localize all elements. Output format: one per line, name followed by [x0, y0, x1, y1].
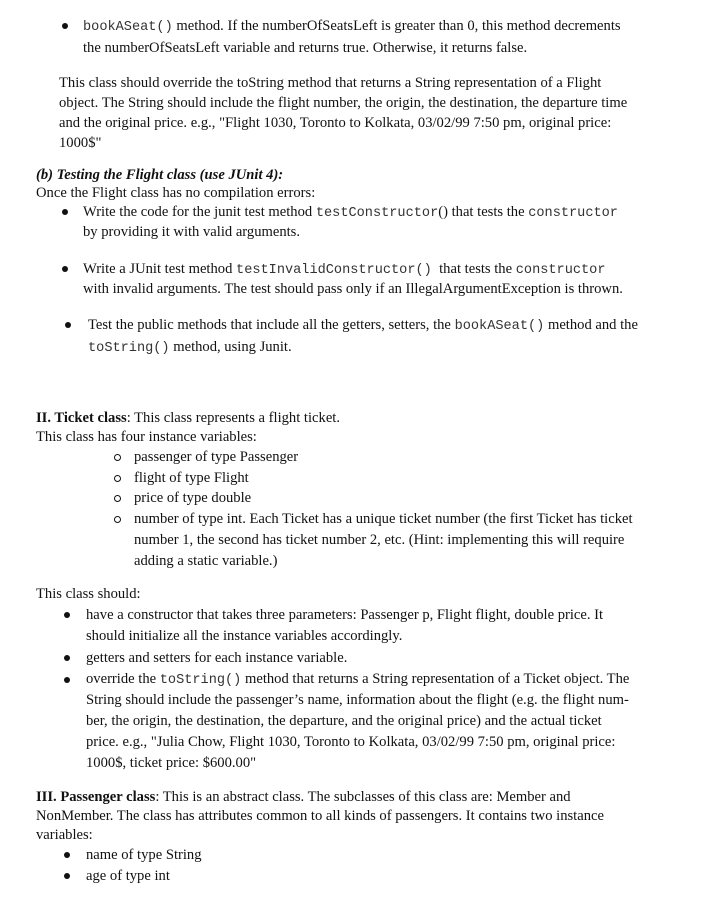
- bullet-icon: [62, 23, 68, 29]
- bullet-icon: [64, 677, 70, 683]
- code-tostring: toString(): [88, 341, 170, 356]
- testing-bullet-1-line-1: Write the code for the junit test method testConstructor() that tests the constructor: [83, 204, 618, 221]
- bookaseat-line-2: the numberOfSeatsLeft variable and returns true. Otherwise, it returns false.: [83, 40, 528, 56]
- bullet-icon: [65, 322, 71, 328]
- ticket-var-flight: flight of type Flight: [134, 470, 249, 486]
- bullet-icon: [64, 852, 70, 858]
- testing-bullet-3-line-2: toString() method, using Junit.: [88, 339, 292, 356]
- passenger-var-age: age of type int: [86, 868, 170, 884]
- ticket-should-1-line-2: should initialize all the instance variables accordingly.: [86, 628, 403, 644]
- ticket-should-1-line-1: have a constructor that takes three parameters: Passenger p, Flight flight, double price. It: [86, 607, 604, 623]
- ticket-heading: II. Ticket class: This class represents a flight ticket.: [36, 410, 340, 426]
- flight-tostring-line-1: This class should override the toString method that returns a String representation of a Flight: [59, 75, 602, 91]
- passenger-heading-line-3: variables:: [36, 827, 93, 843]
- code-testconstructor: testConstructor: [315, 206, 439, 221]
- ticket-should-3-line-2: String should include the passenger’s name, information about the flight (e.g. the flight num-: [86, 692, 629, 708]
- code-constructor: constructor: [515, 263, 606, 278]
- code-bookaseat: bookASeat(): [83, 20, 173, 35]
- circle-bullet-icon: [114, 495, 121, 502]
- code-testinvalidconstructor: testInvalidConstructor(): [236, 263, 432, 278]
- ticket-var-number-line-2: number 1, the second has ticket number 2, etc. (Hint: implementing this will require: [134, 532, 625, 548]
- passenger-heading-line-2: NonMember. The class has attributes common to all kinds of passengers. It contains two instance: [36, 808, 604, 824]
- ticket-should-intro: This class should:: [36, 586, 141, 602]
- testing-bullet-2-line-2: with invalid arguments. The test should pass only if an IllegalArgumentException is thrown.: [83, 281, 623, 297]
- flight-tostring-line-3: and the original price. e.g., "Flight 1030, Toronto to Kolkata, 03/02/99 7:50 pm, original price:: [59, 115, 612, 131]
- ticket-var-number-line-1: number of type int. Each Ticket has a unique ticket number (the first Ticket has ticket: [134, 511, 633, 527]
- ticket-var-passenger: passenger of type Passenger: [134, 449, 299, 465]
- bookaseat-line-1: bookASeat() method. If the numberOfSeatsLeft is greater than 0, this method decrements: [83, 18, 621, 35]
- flight-tostring-line-4: 1000$": [59, 135, 102, 151]
- flight-tostring-line-2: object. The String should include the flight number, the origin, the destination, the departure time: [59, 95, 628, 111]
- testing-bullet-2-line-1: Write a JUnit test method testInvalidConstructor() that tests the constructor: [83, 261, 606, 278]
- testing-bullet-1-line-2: by providing it with valid arguments.: [83, 224, 300, 240]
- circle-bullet-icon: [114, 475, 121, 482]
- testing-intro: Once the Flight class has no compilation errors:: [36, 185, 316, 201]
- ticket-var-number-line-3: adding a static variable.): [134, 553, 278, 569]
- bullet-icon: [62, 209, 68, 215]
- ticket-should-3-line-5: 1000$, ticket price: $600.00": [86, 755, 257, 771]
- ticket-should-3-line-4: price. e.g., "Julia Chow, Flight 1030, Toronto to Kolkata, 03/02/99 7:50 pm, original price:: [86, 734, 616, 750]
- circle-bullet-icon: [114, 454, 121, 461]
- code-constructor: constructor: [528, 206, 618, 221]
- passenger-var-name: name of type String: [86, 847, 202, 863]
- passenger-heading-line-1: III. Passenger class: This is an abstract class. The subclasses of this class are: Member and: [36, 789, 571, 805]
- ticket-should-3-line-3: ber, the origin, the destination, the departure, and the original price) and the actual ticket: [86, 713, 602, 729]
- code-bookaseat: bookASeat(): [454, 319, 545, 334]
- testing-heading: (b) Testing the Flight class (use JUnit 4):: [36, 167, 284, 183]
- bullet-icon: [62, 266, 68, 272]
- ticket-var-price: price of type double: [134, 490, 252, 506]
- bullet-icon: [64, 873, 70, 879]
- bullet-icon: [64, 612, 70, 618]
- bullet-icon: [64, 655, 70, 661]
- ticket-vars-intro: This class has four instance variables:: [36, 429, 257, 445]
- circle-bullet-icon: [114, 516, 121, 523]
- testing-bullet-3-line-1: Test the public methods that include all the getters, setters, the bookASeat() method and the: [88, 317, 638, 334]
- ticket-should-2: getters and setters for each instance variable.: [86, 650, 348, 666]
- code-tostring: toString(): [159, 673, 242, 688]
- ticket-should-3-line-1: override the toString() method that returns a String representation of a Ticket object. The: [86, 671, 630, 688]
